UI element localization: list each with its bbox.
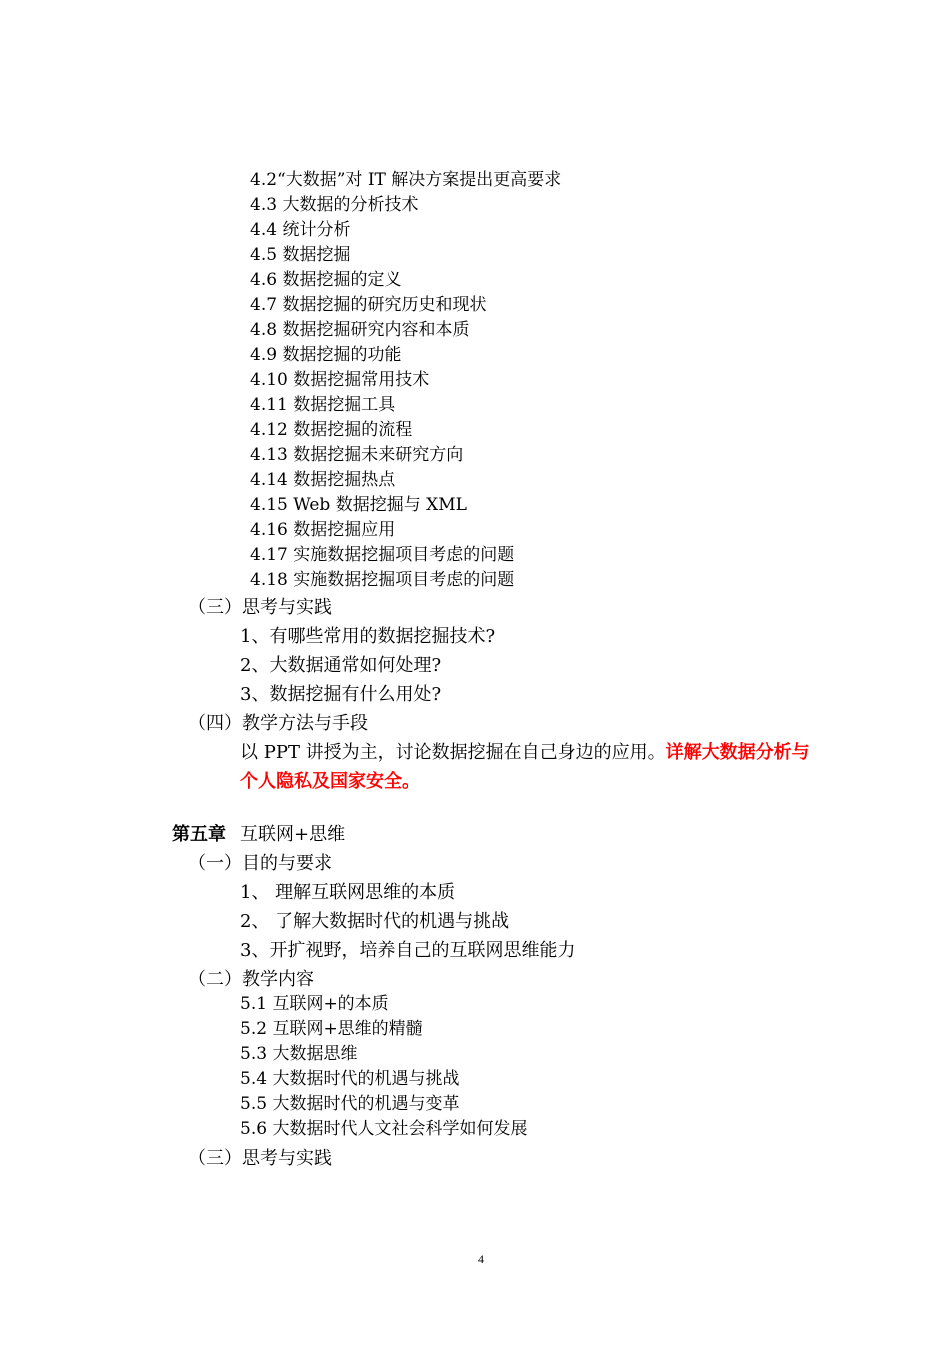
ch5-content-item: 5.5 大数据时代的机遇与变革: [240, 1094, 460, 1114]
ch5-content-item: 5.2 互联网+思维的精髓: [240, 1019, 423, 1039]
ch5-content-item: 5.1 互联网+的本质: [240, 994, 389, 1014]
ch4-item: 4.16 数据挖掘应用: [250, 520, 396, 540]
ch5-goal: 2、 了解大数据时代的机遇与挑战: [240, 911, 510, 932]
chapter-5-label: 第五章: [172, 824, 226, 845]
ch5-goal: 1、 理解互联网思维的本质: [240, 882, 456, 903]
ch4-item: 4.4 统计分析: [250, 220, 351, 240]
ch4-item: 4.18 实施数据挖掘项目考虑的问题: [250, 570, 515, 590]
ch5-goal: 3、开扩视野，培养自己的互联网思维能力: [240, 940, 576, 961]
ch4-item: 4.14 数据挖掘热点: [250, 470, 396, 490]
ch5-think-heading: （三）思考与实践: [188, 1148, 332, 1169]
chapter-5-name: 互联网+思维: [240, 824, 346, 845]
ch4-method-highlight-cont: 个人隐私及国家安全。: [240, 771, 420, 792]
ch5-content-item: 5.3 大数据思维: [240, 1044, 358, 1064]
ch4-method-text: 以 PPT 讲授为主，讨论数据挖掘在自己身边的应用。: [240, 742, 666, 763]
ch5-content-item: 5.6 大数据时代人文社会科学如何发展: [240, 1119, 528, 1139]
ch4-item: 4.5 数据挖掘: [250, 245, 351, 265]
ch4-method-text-line: [240, 741, 810, 765]
chapter-5-title: [172, 823, 345, 847]
ch4-item: 4.13 数据挖掘未来研究方向: [250, 445, 464, 465]
ch4-item: 4.9 数据挖掘的功能: [250, 345, 402, 365]
ch4-item: 4.17 实施数据挖掘项目考虑的问题: [250, 545, 515, 565]
ch4-item: 4.15 Web 数据挖掘与 XML: [250, 495, 467, 515]
ch4-question: 2、大数据通常如何处理?: [240, 655, 442, 676]
ch4-item: 4.8 数据挖掘研究内容和本质: [250, 320, 470, 340]
ch4-item: 4.10 数据挖掘常用技术: [250, 370, 430, 390]
ch4-question: 3、数据挖掘有什么用处?: [240, 684, 442, 705]
ch4-method-highlight: 详解大数据分析与: [665, 742, 810, 763]
ch5-content-heading: （二）教学内容: [188, 969, 314, 990]
ch5-content-item: 5.4 大数据时代的机遇与挑战: [240, 1069, 460, 1089]
ch4-think-heading: （三）思考与实践: [188, 597, 332, 618]
ch4-method-heading: （四）教学方法与手段: [188, 713, 368, 734]
ch4-item: 4.12 数据挖掘的流程: [250, 420, 413, 440]
ch4-item: 4.7 数据挖掘的研究历史和现状: [250, 295, 487, 315]
ch4-question: 1、有哪些常用的数据挖掘技术?: [240, 626, 496, 647]
page-number: 4: [478, 1252, 484, 1266]
ch4-item: 4.6 数据挖掘的定义: [250, 270, 402, 290]
ch4-item: 4.11 数据挖掘工具: [250, 395, 396, 415]
ch5-goal-heading: （一）目的与要求: [188, 853, 332, 874]
ch4-item: 4.2“大数据”对 IT 解决方案提出更高要求: [250, 170, 562, 190]
ch4-item: 4.3 大数据的分析技术: [250, 195, 419, 215]
